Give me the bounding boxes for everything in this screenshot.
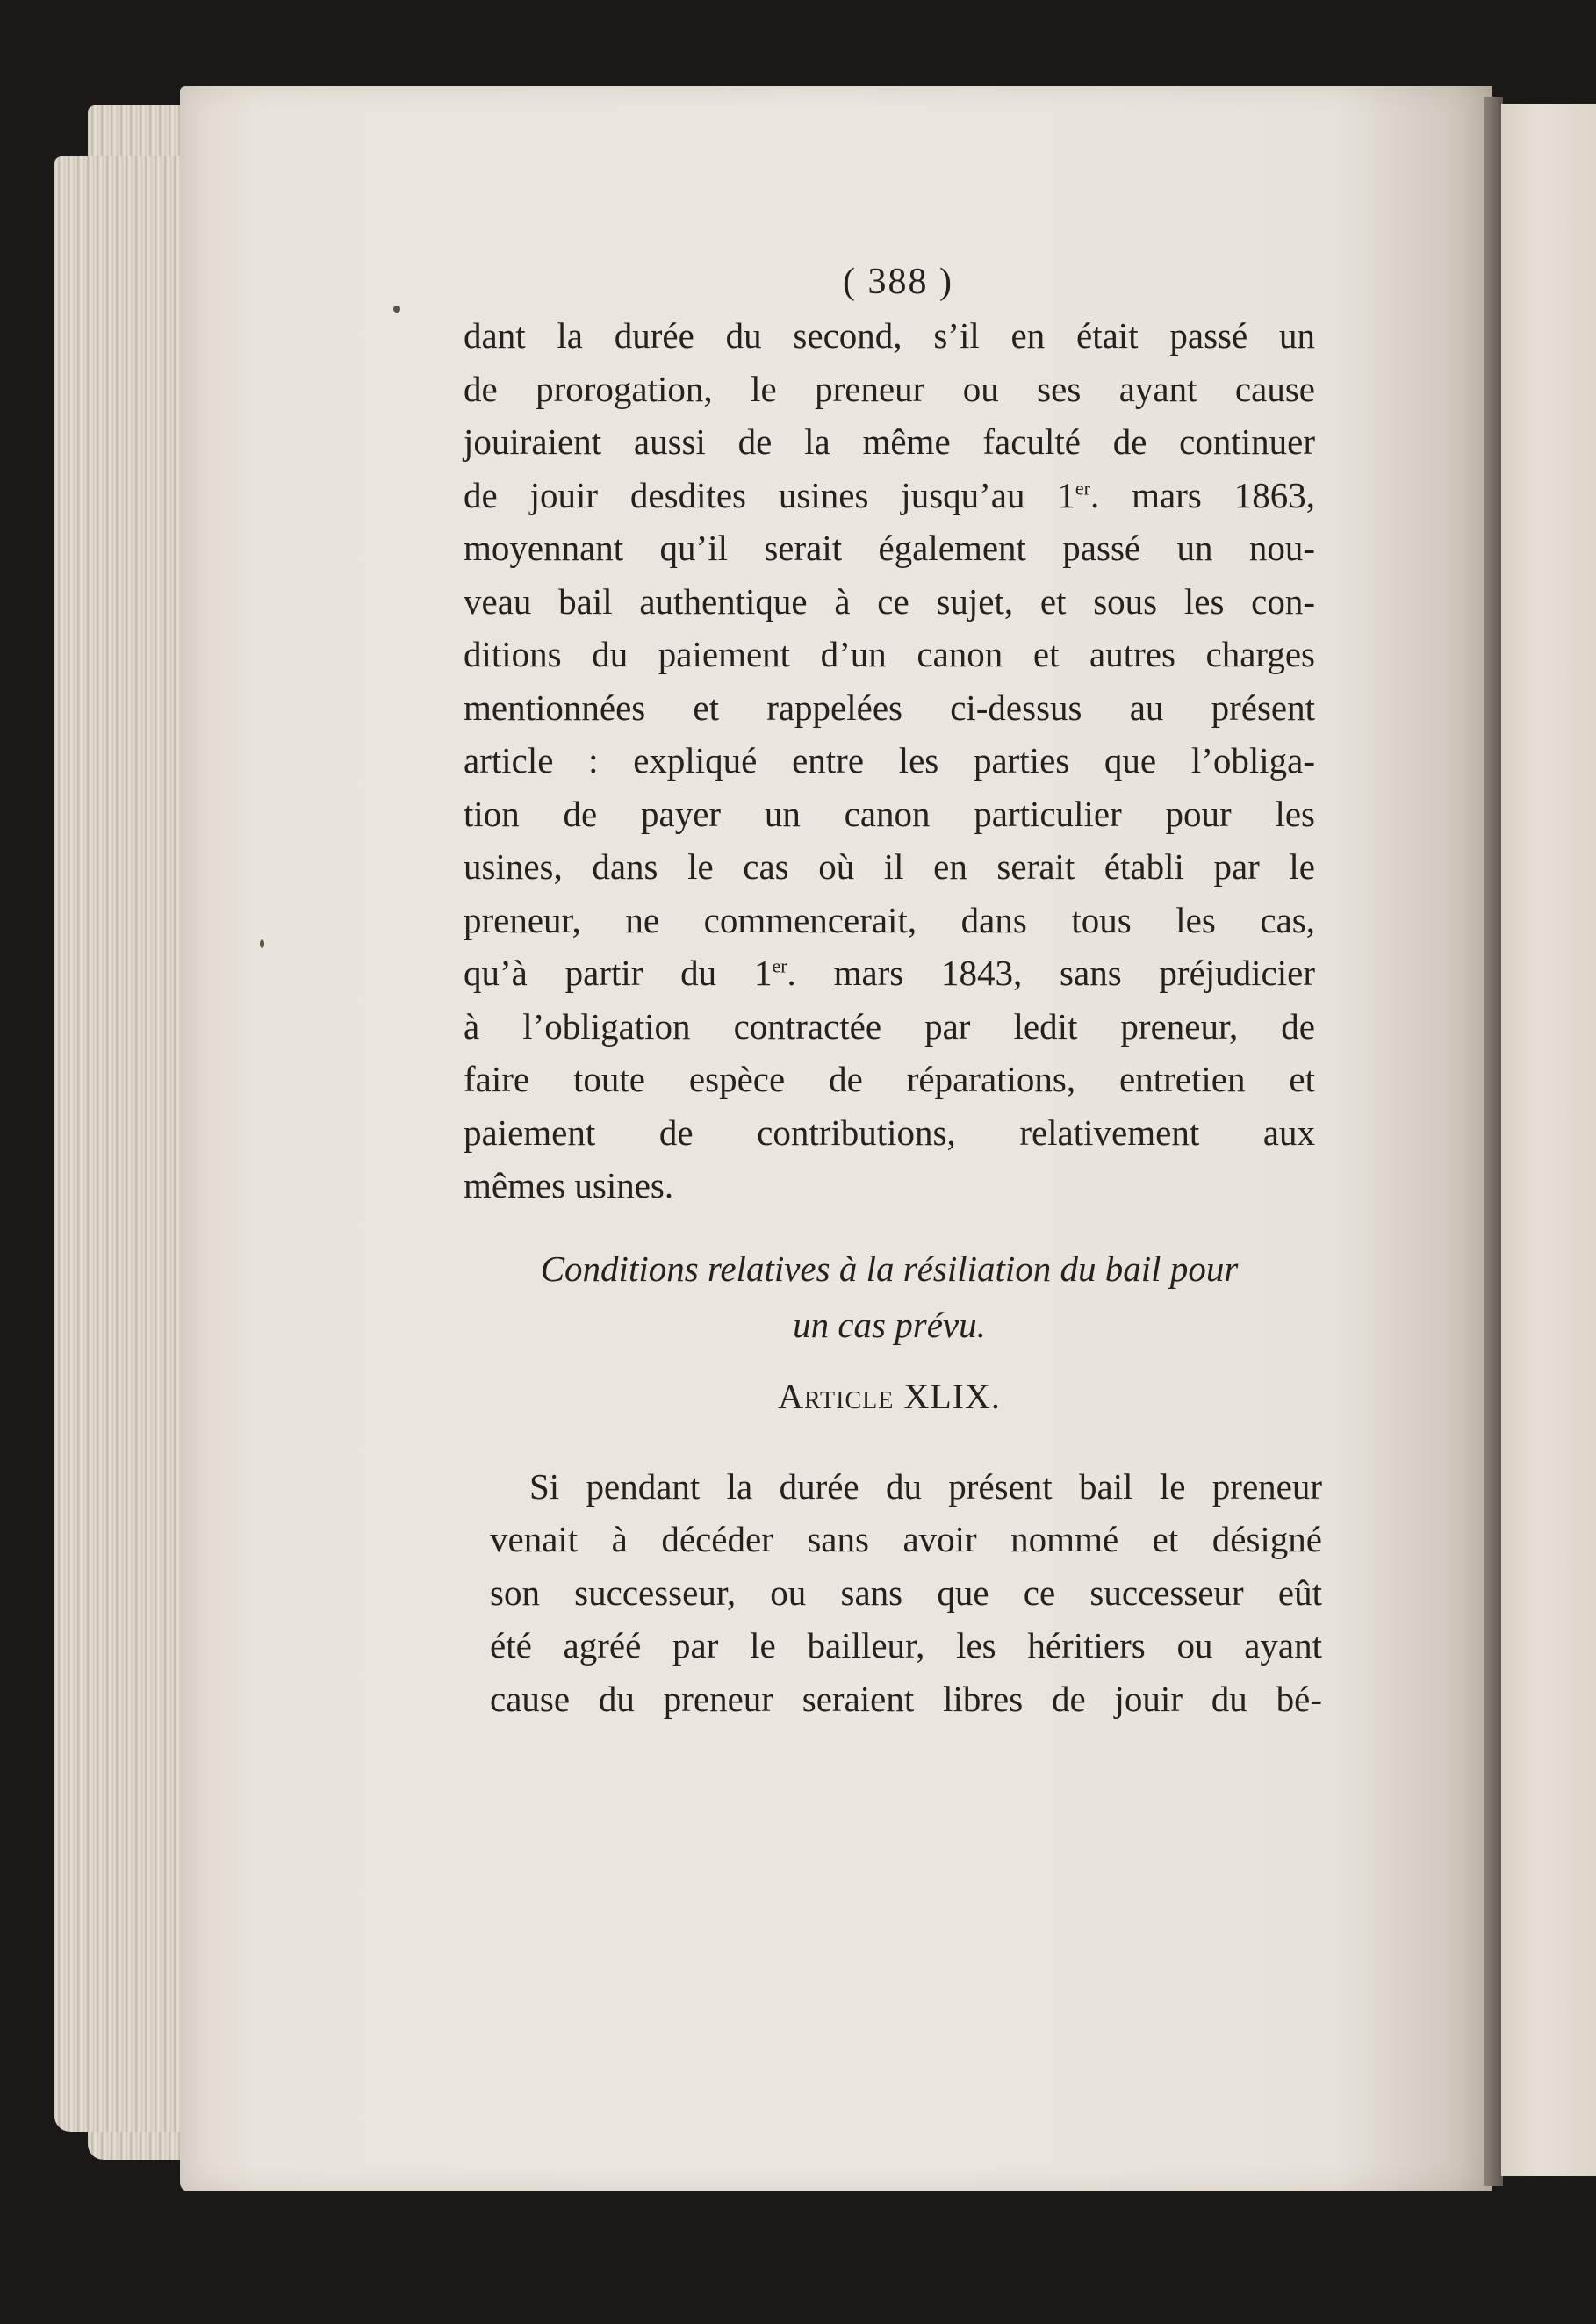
facing-page <box>1501 104 1596 2176</box>
page-number: ( 388 ) <box>843 262 953 302</box>
paper-speck <box>260 939 264 948</box>
page-text <box>464 255 1322 1725</box>
paragraph-2 <box>490 1460 1322 1726</box>
text-line: cause du preneur seraient libres de jouir du bé- <box>490 1678 1322 1719</box>
superscript: er <box>1075 476 1091 499</box>
paragraph-1 <box>464 309 1315 1212</box>
text-line: usines, dans le cas où il en serait établi par le <box>464 846 1315 887</box>
text-line: faire toute espèce de réparations, entretien et <box>464 1059 1315 1099</box>
text-line: de prorogation, le preneur ou ses ayant cause <box>464 368 1315 409</box>
text-line: mentionnées et rappelées ci-dessus au présent <box>464 687 1315 728</box>
book-page-edges <box>54 156 195 2132</box>
text-line: preneur, ne commencerait, dans tous les cas, <box>464 899 1315 940</box>
text-line: tion de payer un canon particulier pour les <box>464 793 1315 834</box>
text-line: paiement de contributions, relativement aux <box>464 1112 1315 1153</box>
text-line: jouiraient aussi de la même faculté de continuer <box>464 421 1315 462</box>
text-line: Si pendant la durée du présent bail le preneur <box>529 1465 1322 1507</box>
superscript: er <box>772 954 787 977</box>
book-gutter <box>1484 97 1503 2186</box>
section-heading-line: Conditions relatives à la résiliation du bail pour <box>540 1248 1239 1289</box>
text-line: été agréé par le bailleur, les héritiers ou ayant <box>490 1625 1322 1666</box>
text-line: ditions du paiement d’un canon et autres charges <box>464 634 1315 674</box>
text-line: à l’obligation contractée par ledit preneur, de <box>464 1005 1315 1047</box>
text-line: veau bail authentique à ce sujet, et sous les con- <box>464 580 1315 622</box>
text-line-with-superscript: de jouir desdites usines jusqu’au 1er. mars 1863, <box>464 474 1316 515</box>
text-line: venait à décéder sans avoir nommé et désigné <box>490 1519 1322 1559</box>
article-title: Article XLIX. <box>778 1376 1001 1416</box>
text-line: moyennant qu’il serait également passé un nou- <box>464 528 1315 568</box>
section-heading <box>464 1241 1315 1353</box>
section-heading-line: un cas prévu. <box>793 1304 986 1345</box>
text-line: dant la durée du second, s’il en était passé un <box>464 315 1315 356</box>
text-line-with-superscript: qu’à partir du 1er. mars 1843, sans préjudicier <box>464 953 1315 993</box>
text-line: article : expliqué entre les parties que l’obliga- <box>464 740 1315 781</box>
text-line: son successeur, ou sans que ce successeur eût <box>490 1572 1322 1613</box>
text-line: mêmes usines. <box>464 1165 674 1205</box>
paper-speck <box>393 306 400 313</box>
